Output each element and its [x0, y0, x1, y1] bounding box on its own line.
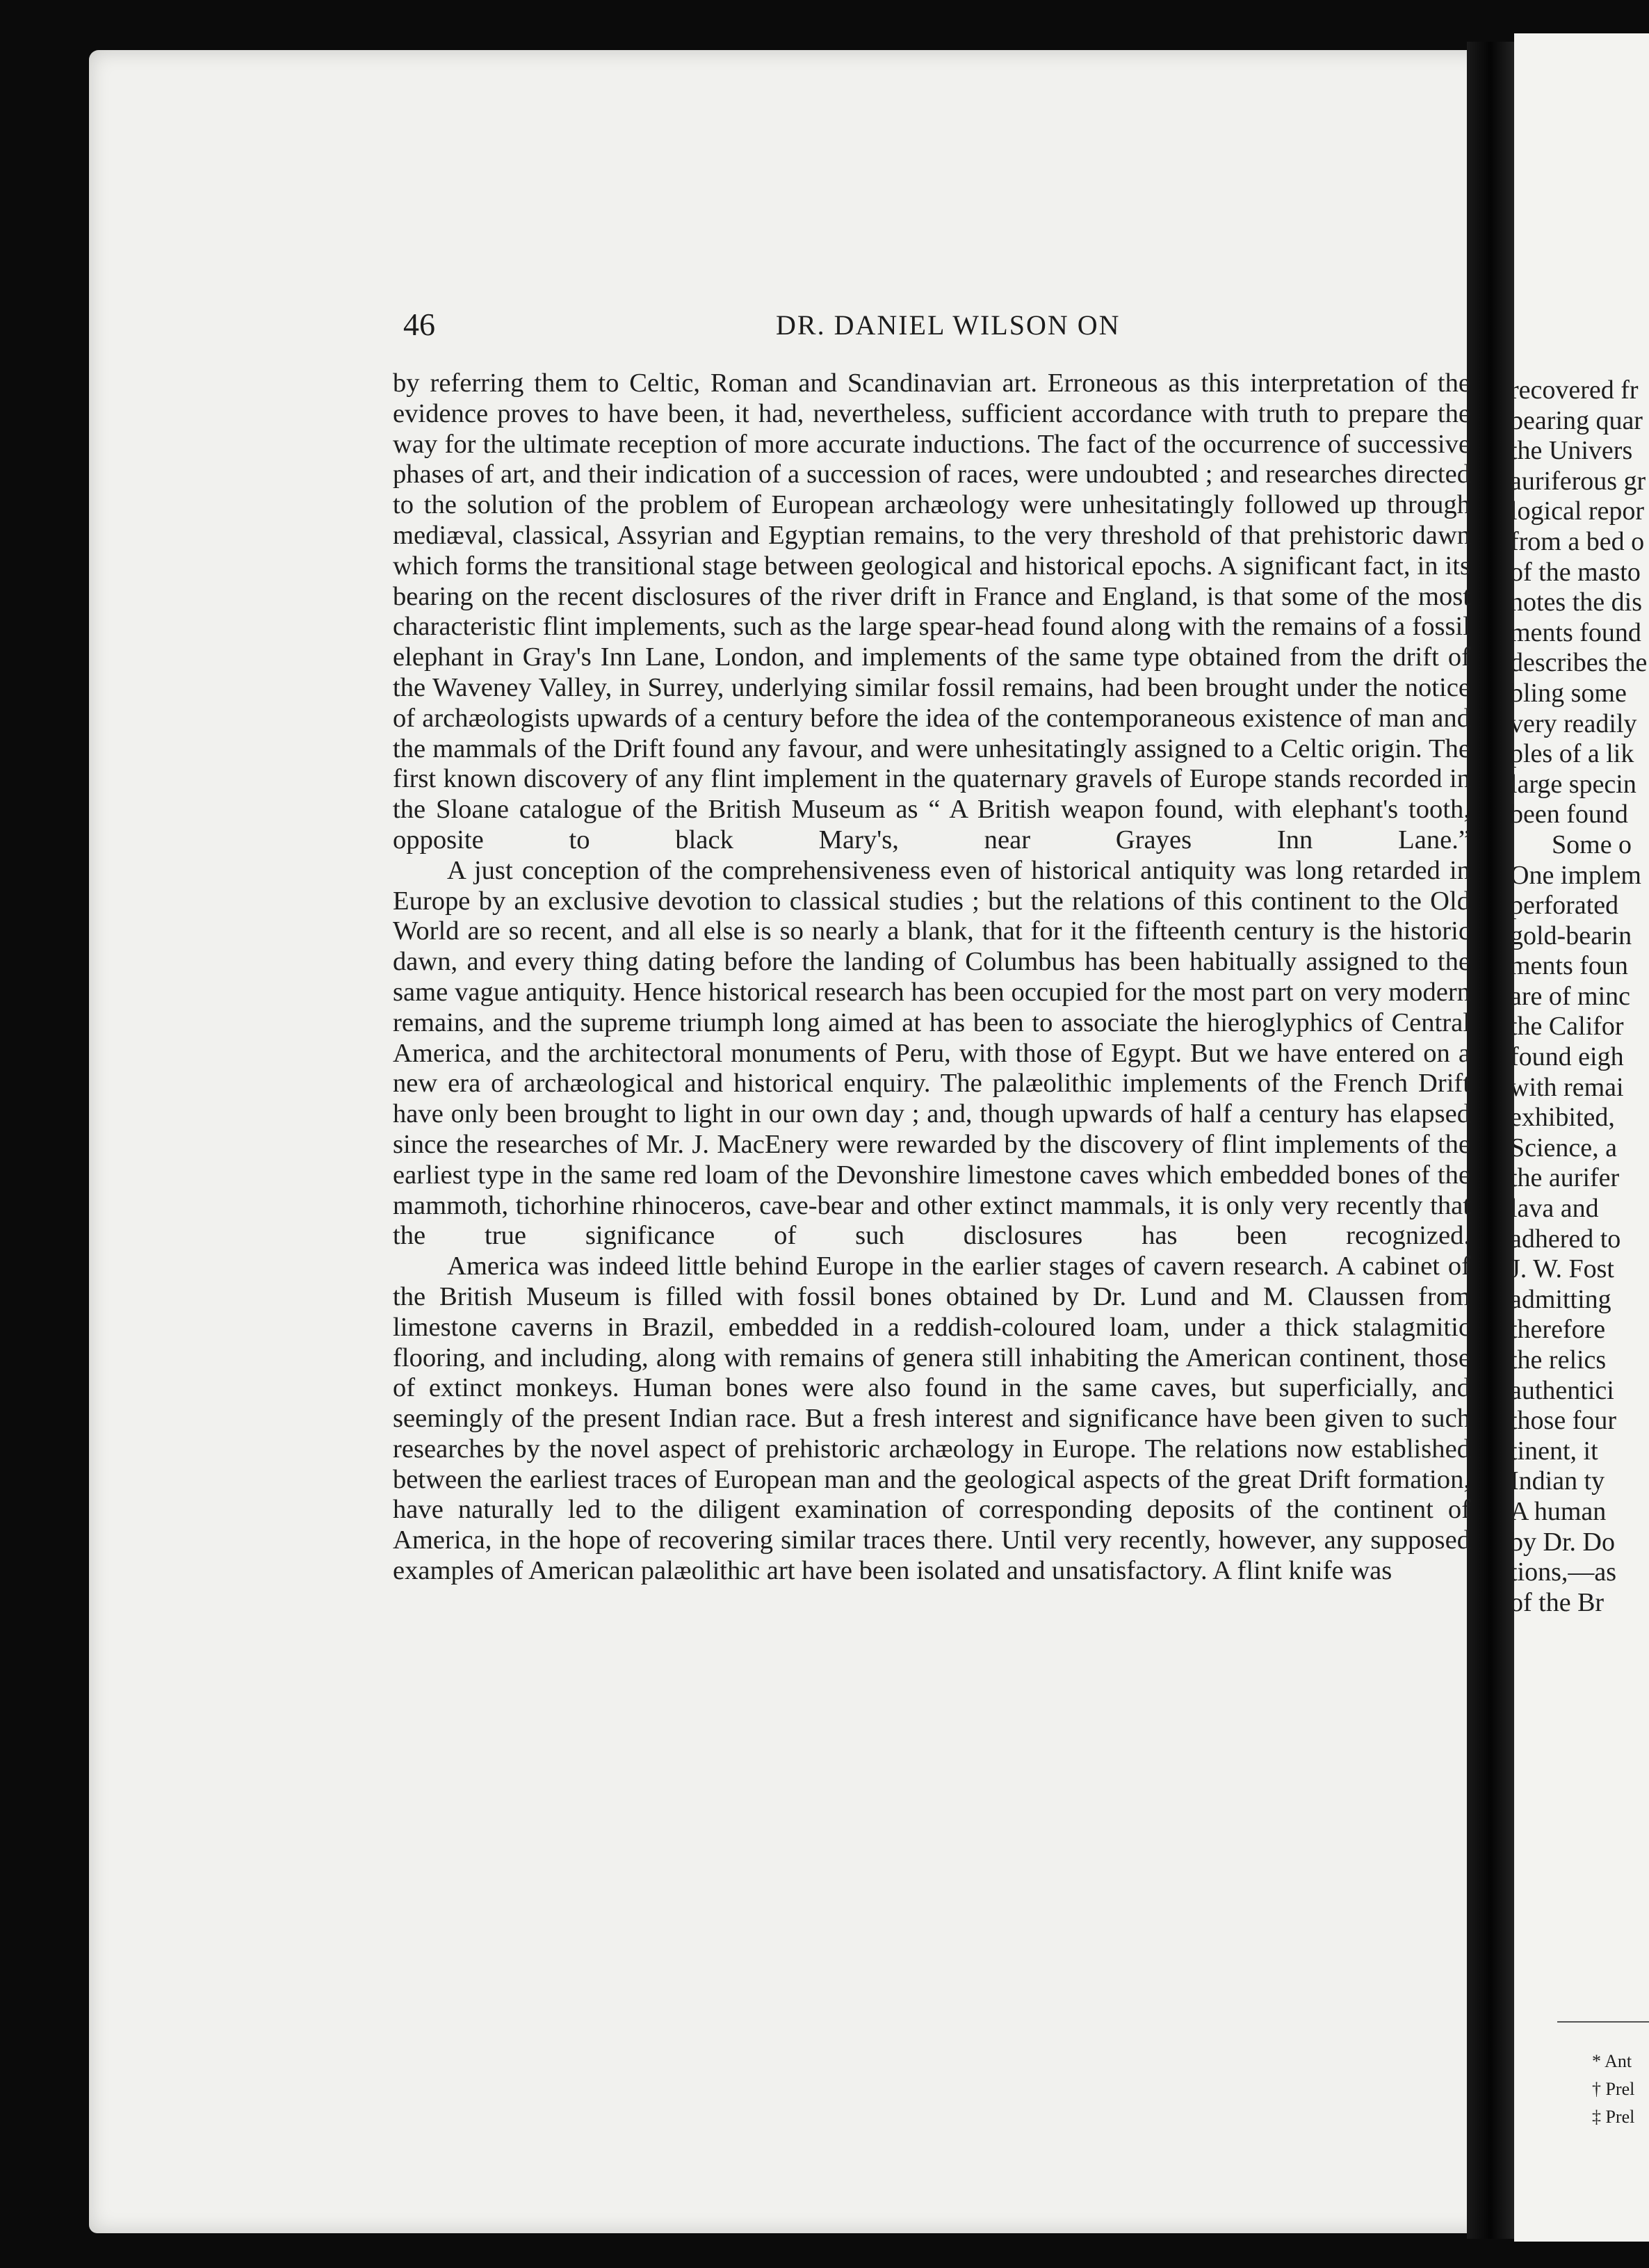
right-page-text	[1510, 375, 1649, 1618]
right-line: ples of a lik	[1510, 739, 1634, 769]
right-line: One implem	[1510, 860, 1641, 890]
right-page-footnotes	[1592, 2048, 1634, 2131]
right-line: J. W. Fost	[1510, 1254, 1614, 1284]
right-line: the relics	[1510, 1345, 1607, 1375]
right-line: are of minc	[1510, 981, 1631, 1011]
running-head: DR. DANIEL WILSON ON	[776, 309, 1121, 341]
right-line: found eigh	[1510, 1042, 1624, 1072]
right-line: admitting	[1510, 1284, 1611, 1314]
right-line: of the Br	[1510, 1587, 1605, 1617]
right-line: recovered fr	[1510, 375, 1639, 405]
right-line: exhibited,	[1510, 1103, 1615, 1133]
right-line: tions,—as	[1510, 1557, 1617, 1587]
paragraph: America was indeed little behind Europe in the earlier stages of cavern research. A cabinet of the British Museum is filled with fossil bones obtained by Dr. Lund and M. Claussen from limestone caverns in Brazil, embedded in a reddish-coloured loam, under a thick stalagmitic flooring, and including, along with remains of genera still inhabiting the American continent, those of extinct monkeys. Human bones were also found in the same caves, but superficially, and seemingly of the present Indian race. But a fresh interest and significance have been given to such researches by the novel aspect of prehistoric archæology in Europe. The relations now established between the earliest traces of European man and the geological aspects of the great Drift formation, have naturally led to the diligent examination of corresponding deposits of the continent of America, in the hope of recovering similar traces there. Until very recently, however, any supposed examples of American palæolithic art have been isolated and unsatisfactory. A flint knife was	[393, 1252, 1470, 1586]
right-line: authentici	[1510, 1375, 1614, 1405]
right-line: the Califor	[1510, 1012, 1624, 1042]
right-line: perforated	[1510, 891, 1619, 921]
footnote: † Prel	[1592, 2079, 1635, 2099]
right-line: ments foun	[1510, 951, 1628, 981]
right-line: the aurifer	[1510, 1163, 1620, 1193]
right-line: very readily	[1510, 708, 1637, 738]
right-line: therefore	[1510, 1315, 1606, 1345]
right-line: Science, a	[1510, 1133, 1618, 1163]
right-line: been found	[1510, 800, 1628, 829]
paragraph: by referring them to Celtic, Roman and Scandinavian art. Erroneous as this interpretation of the evidence proves to have been, it had, nevertheless, sufficient accordance with truth to prepare the way for the ultimate reception of more accurate inductions. The fact of the occurrence of successive phases of art, and their indication of a succession of races, were undoubted ; and researches directed to the solution of the problem of European archæology were unhesitatingly followed up through mediæval, classical, Assyrian and Egyptian remains, to the very threshold of that prehistoric dawn which forms the transitional stage between geological and historical epochs. A significant fact, in its bearing on the recent disclosures of the river drift in France and England, is that some of the most characteristic flint implements, such as the large spear-head found along with the remains of a fossil elephant in Gray's Inn Lane, London, and implements of the same type obtained from the drift of the Waveney Valley, in Surrey, underlying similar fossil remains, had been brought under the notice of archæologists upwards of a century before the idea of the contemporaneous existence of man and the mammals of the Drift found any favour, and were unhesitatingly assigned to a Celtic origin. The first known discovery of any flint implement in the quaternary gravels of Europe stands recorded in the Sloane catalogue of the British Museum as “ A British weapon found, with elephant's tooth, opposite to black Mary's, near Grayes Inn Lane.”	[393, 368, 1470, 854]
right-line: tinent, it	[1510, 1436, 1598, 1466]
right-line: bearing quar	[1510, 405, 1643, 435]
right-line: describes the	[1510, 648, 1648, 678]
right-line: A human	[1510, 1496, 1607, 1526]
right-line: with remai	[1510, 1072, 1624, 1102]
paragraph: A just conception of the comprehensiveness even of historical antiquity was long retarded in Europe by an exclusive devotion to classical studies ; but the relations of this continent to the Old World are so recent, and all else is so nearly a blank, that for it the fifteenth century is the historic dawn, and every thing dating before the landing of Columbus has been habitually assigned to the same vague antiquity. Hence historical research has been occupied for the most part on very modern remains, and the supreme triumph long aimed at has been to associate the hieroglyphics of Central America, and the architectoral monuments of Peru, with those of Egypt. But we have entered on a new era of archæological and historical enquiry. The palæolithic implements of the French Drift have only been brought to light in our own day ; and, though upwards of half a century has elapsed since the researches of Mr. J. MacEnery were rewarded by the discovery of flint implements of the earliest type in the same red loam of the Devonshire limestone caves which embedded bones of the mammoth, tichorhine rhinoceros, cave-bear and other extinct mammals, it is only very recently that the true significance of such disclosures has been recognized.	[393, 855, 1470, 1251]
right-line: of the masto	[1510, 557, 1641, 587]
right-line: those four	[1510, 1406, 1617, 1436]
right-line: large specin	[1510, 769, 1636, 799]
right-line: Some o	[1552, 829, 1632, 859]
right-line: logical repor	[1510, 496, 1645, 526]
footnote: ‡ Prel	[1592, 2107, 1635, 2127]
main-text-block	[393, 368, 1470, 1587]
book-gutter	[1467, 42, 1514, 2239]
right-line: auriferous gr	[1510, 466, 1646, 496]
right-line: Indian ty	[1510, 1466, 1605, 1496]
right-line: lava and	[1510, 1194, 1599, 1224]
right-line: the Univers	[1510, 436, 1633, 466]
right-line: ments found	[1510, 617, 1641, 647]
right-line: by Dr. Do	[1510, 1527, 1615, 1557]
right-line: bling some	[1510, 678, 1627, 708]
right-line: adhered to	[1510, 1224, 1621, 1254]
footnote: * Ant	[1592, 2051, 1632, 2071]
right-line: from a bed o	[1510, 526, 1645, 556]
page-number: 46	[403, 307, 435, 342]
right-line: gold-bearin	[1510, 921, 1632, 950]
footnote-rule	[1557, 2021, 1649, 2023]
right-line: notes the dis	[1510, 588, 1642, 617]
